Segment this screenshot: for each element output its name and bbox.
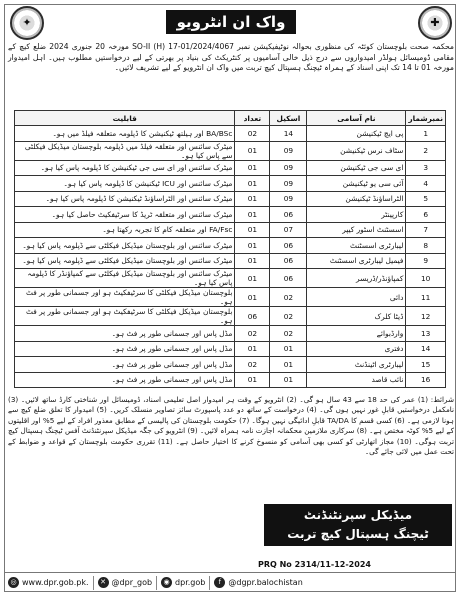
cell-qualification: بلوچستان میڈیکل فیکلٹی کا سرٹیفکیٹ ہو اور جسمانی طور پر فٹ ہو۔: [15, 307, 235, 326]
cell-post-name: وارڈبوائے: [307, 326, 406, 342]
prq-number: PRQ No 2314/11-12-2024: [258, 560, 371, 569]
vacancy-table: [14, 110, 446, 388]
cell-post-name: ای سی جی ٹیکنیشن: [307, 160, 406, 176]
cell-serial: 3: [406, 160, 446, 176]
cell-qualification: FA/Fsc اور متعلقہ کام کا تجربہ رکھتا ہو۔: [15, 222, 235, 238]
cell-scale: 09: [270, 141, 307, 160]
cell-post-name: آئی سی یو ٹیکنیشن: [307, 176, 406, 192]
col-post-name: نام آسامی: [307, 111, 406, 126]
cell-scale: 09: [270, 191, 307, 207]
cell-qualification: میٹرک سائنس اور ICU ٹیکنیشن کا ڈپلومہ پاس کیا ہو۔: [15, 176, 235, 192]
globe-icon: ◎: [8, 577, 19, 588]
table-row: [15, 341, 446, 357]
conditions-paragraph: شرائط: (1) عمر کی حد 18 سے 43 سال ہو گی۔ (2) انٹرویو کے وقت ہر امیدوار اصل تعلیمی اسناد، ڈومیسائل اور شناختی کارڈ ساتھ لائیں۔ (3) نامکمل درخواستیں قابلِ غور نہیں ہوں گی۔ (4) درخواست کے ساتھ دو عدد پاسپورٹ سائز تصاویر منسلک کریں۔ (5) امیدوار کا تعلق ضلع کیچ سے ہونا لازمی ہے۔ (6) کسی قسم کا TA/DA قابلِ ادائیگی نہیں ہوگا۔ (7) حکومت بلوچستان کی پالیسی کے مطابق معذور افراد کے لیے 5% اور اقلیتوں کے لیے 5% کوٹہ مختص ہے۔ (8) سرکاری ملازمین محکمانہ اجازت نامہ ہمراہ لائیں۔ (9) انٹرویو کی جگہ میڈیکل سپرنٹنڈنٹ آفس ٹیچنگ ہسپتال کیچ تربت ہوگی۔ (10) مجاز اتھارٹی کو کسی بھی آسامی کو منسوخ کرنے کا اختیار حاصل ہے۔ (11) تقرری حکومت بلوچستان کے قواعد و ضوابط کے تحت عمل میں لائی جائے گی۔: [8, 395, 455, 457]
cell-post-name: سٹاف نرس ٹیکنیشن: [307, 141, 406, 160]
signature-office: ٹیچنگ ہسپتال کیچ تربت: [287, 527, 429, 541]
table-row: [15, 357, 446, 373]
signature-title: میڈیکل سپرنٹنڈنٹ: [303, 508, 413, 522]
cell-quantity: 01: [235, 160, 270, 176]
cell-quantity: 01: [235, 207, 270, 223]
cell-scale: 01: [270, 357, 307, 373]
table-row: [15, 326, 446, 342]
table-row: [15, 141, 446, 160]
footer-twitter[interactable]: [94, 576, 158, 590]
cell-serial: 8: [406, 238, 446, 254]
cell-quantity: 02: [235, 357, 270, 373]
footer-twitter-text: @dpr_gob: [111, 578, 153, 587]
footer: [4, 572, 456, 592]
cell-serial: 10: [406, 269, 446, 288]
cell-qualification: مڈل پاس اور جسمانی طور پر فٹ ہو۔: [15, 341, 235, 357]
cell-qualification: میٹرک سائنس اور بلوچستان میڈیکل فیکلٹی سے ڈپلومہ پاس کیا ہو۔: [15, 253, 235, 269]
cell-scale: 06: [270, 269, 307, 288]
cell-qualification: بلوچستان میڈیکل فیکلٹی کا سرٹیفکیٹ ہو اور جسمانی طور پر فٹ ہو۔: [15, 288, 235, 307]
cell-quantity: 01: [235, 176, 270, 192]
cell-post-name: الٹراساؤنڈ ٹیکنیشن: [307, 191, 406, 207]
cell-serial: 2: [406, 141, 446, 160]
table-row: [15, 207, 446, 223]
cell-scale: 06: [270, 238, 307, 254]
header: [6, 6, 456, 40]
cell-scale: 02: [270, 307, 307, 326]
col-qualification: قابلیت: [15, 111, 235, 126]
table-row: [15, 191, 446, 207]
cell-qualification: BA/BSc اور ہیلتھ ٹیکنیشن کا ڈپلومہ متعلقہ فیلڈ میں ہو۔: [15, 126, 235, 142]
footer-facebook-text: @dgpr.balochistan: [228, 578, 303, 587]
cell-qualification: میٹرک سائنس اور بلوچستان میڈیکل فیکلٹی سے کمپاؤنڈر کا ڈپلومہ پاس کیا ہو۔: [15, 269, 235, 288]
facebook-icon: f: [214, 577, 225, 588]
government-emblem-icon: ✦: [10, 6, 44, 40]
cell-serial: 16: [406, 372, 446, 388]
cell-scale: 06: [270, 207, 307, 223]
cell-qualification: میٹرک سائنس اور متعلقہ فیلڈ میں ڈپلومہ بلوچستان میڈیکل فیکلٹی سے پاس کیا ہو۔: [15, 141, 235, 160]
cell-serial: 11: [406, 288, 446, 307]
page-title: واک ان انٹرویو: [166, 10, 296, 34]
cell-quantity: 06: [235, 307, 270, 326]
table-row: [15, 269, 446, 288]
col-quantity: تعداد: [235, 111, 270, 126]
cell-qualification: مڈل پاس اور جسمانی طور پر فٹ ہو۔: [15, 357, 235, 373]
cell-quantity: 02: [235, 126, 270, 142]
cell-quantity: 01: [235, 372, 270, 388]
table-row: [15, 253, 446, 269]
cell-scale: 09: [270, 160, 307, 176]
cell-quantity: 01: [235, 238, 270, 254]
cell-quantity: 01: [235, 222, 270, 238]
cell-qualification: میٹرک سائنس اور ای سی جی ٹیکنیشن کا ڈپلومہ پاس کیا ہو۔: [15, 160, 235, 176]
cell-quantity: 01: [235, 253, 270, 269]
table-row: [15, 372, 446, 388]
cell-qualification: میٹرک سائنس اور بلوچستان میڈیکل فیکلٹی سے ڈپلومہ پاس کیا ہو۔: [15, 238, 235, 254]
table-row: [15, 288, 446, 307]
table-header-row: [15, 111, 446, 126]
signature-block: [264, 504, 452, 546]
footer-instagram-text: dpr.gob: [175, 578, 206, 587]
cell-scale: 07: [270, 222, 307, 238]
cell-post-name: پی ایچ ٹیکنیشن: [307, 126, 406, 142]
cell-serial: 14: [406, 341, 446, 357]
cell-scale: 01: [270, 372, 307, 388]
cell-post-name: دائی: [307, 288, 406, 307]
cell-post-name: اسسٹنٹ اسٹور کیپر: [307, 222, 406, 238]
cell-qualification: مڈل پاس اور جسمانی طور پر فٹ ہو۔: [15, 372, 235, 388]
cell-quantity: 01: [235, 141, 270, 160]
cell-post-name: ڈیٹا کلرک: [307, 307, 406, 326]
cell-serial: 7: [406, 222, 446, 238]
table-row: [15, 160, 446, 176]
cell-serial: 1: [406, 126, 446, 142]
table-row: [15, 307, 446, 326]
footer-web[interactable]: [4, 576, 94, 590]
cell-quantity: 02: [235, 326, 270, 342]
cell-post-name: فیمیل لیبارٹری اسسٹنٹ: [307, 253, 406, 269]
cell-serial: 5: [406, 191, 446, 207]
col-scale: اسکیل: [270, 111, 307, 126]
footer-instagram[interactable]: [157, 576, 210, 590]
footer-facebook[interactable]: [210, 576, 306, 590]
cell-serial: 9: [406, 253, 446, 269]
cell-post-name: دفتری: [307, 341, 406, 357]
cell-post-name: کارپینٹر: [307, 207, 406, 223]
cell-quantity: 01: [235, 288, 270, 307]
cell-qualification: میٹرک سائنس اور الٹراساؤنڈ ٹیکنیشن کا ڈپلومہ پاس کیا ہو۔: [15, 191, 235, 207]
cell-scale: 01: [270, 341, 307, 357]
cell-serial: 12: [406, 307, 446, 326]
cell-scale: 02: [270, 288, 307, 307]
cell-post-name: کمپاؤنڈر/ڈریسر: [307, 269, 406, 288]
cell-serial: 4: [406, 176, 446, 192]
table-row: [15, 126, 446, 142]
twitter-icon: ✕: [98, 577, 109, 588]
cell-scale: 06: [270, 253, 307, 269]
cell-serial: 6: [406, 207, 446, 223]
intro-paragraph: محکمہ صحت بلوچستان کوئٹہ کی منظوری بحوالہ نوٹیفیکیشن نمبر SO-II (H) 17-01/2024/4067 مورخہ 20 جنوری 2024 ضلع کیچ کے مقامی ڈومیسائل ہولڈر امیدواروں سے درج ذیل خالی آسامیوں پر کنٹریکٹ کی بنیاد پر بھرتی کے لیے درخواستیں مطلوب ہیں۔ اہل امیدوار مورخہ 01 تا 14 تک اپنی اسناد کے ہمراہ ٹیچنگ ہسپتال کیچ تربت میں واک ان انٹرویو کے لیے تشریف لائیں۔: [8, 42, 454, 73]
cell-quantity: 01: [235, 191, 270, 207]
cell-scale: 14: [270, 126, 307, 142]
cell-post-name: لیبارٹری اٹینڈنٹ: [307, 357, 406, 373]
instagram-icon: ◉: [161, 577, 172, 588]
cell-serial: 13: [406, 326, 446, 342]
cell-post-name: لیبارٹری اسسٹنٹ: [307, 238, 406, 254]
table-row: [15, 222, 446, 238]
col-serial: نمبرشمار: [406, 111, 446, 126]
health-department-logo-icon: ✚: [418, 6, 452, 40]
table-row: [15, 176, 446, 192]
cell-scale: 09: [270, 176, 307, 192]
cell-scale: 02: [270, 326, 307, 342]
cell-serial: 15: [406, 357, 446, 373]
cell-quantity: 01: [235, 269, 270, 288]
cell-post-name: نائب قاصد: [307, 372, 406, 388]
footer-web-text: www.dpr.gob.pk.: [22, 578, 89, 587]
cell-qualification: مڈل پاس اور جسمانی طور پر فٹ ہو۔: [15, 326, 235, 342]
cell-qualification: میٹرک سائنس اور متعلقہ ٹریڈ کا سرٹیفکیٹ حاصل کیا ہو۔: [15, 207, 235, 223]
table-row: [15, 238, 446, 254]
cell-quantity: 01: [235, 341, 270, 357]
